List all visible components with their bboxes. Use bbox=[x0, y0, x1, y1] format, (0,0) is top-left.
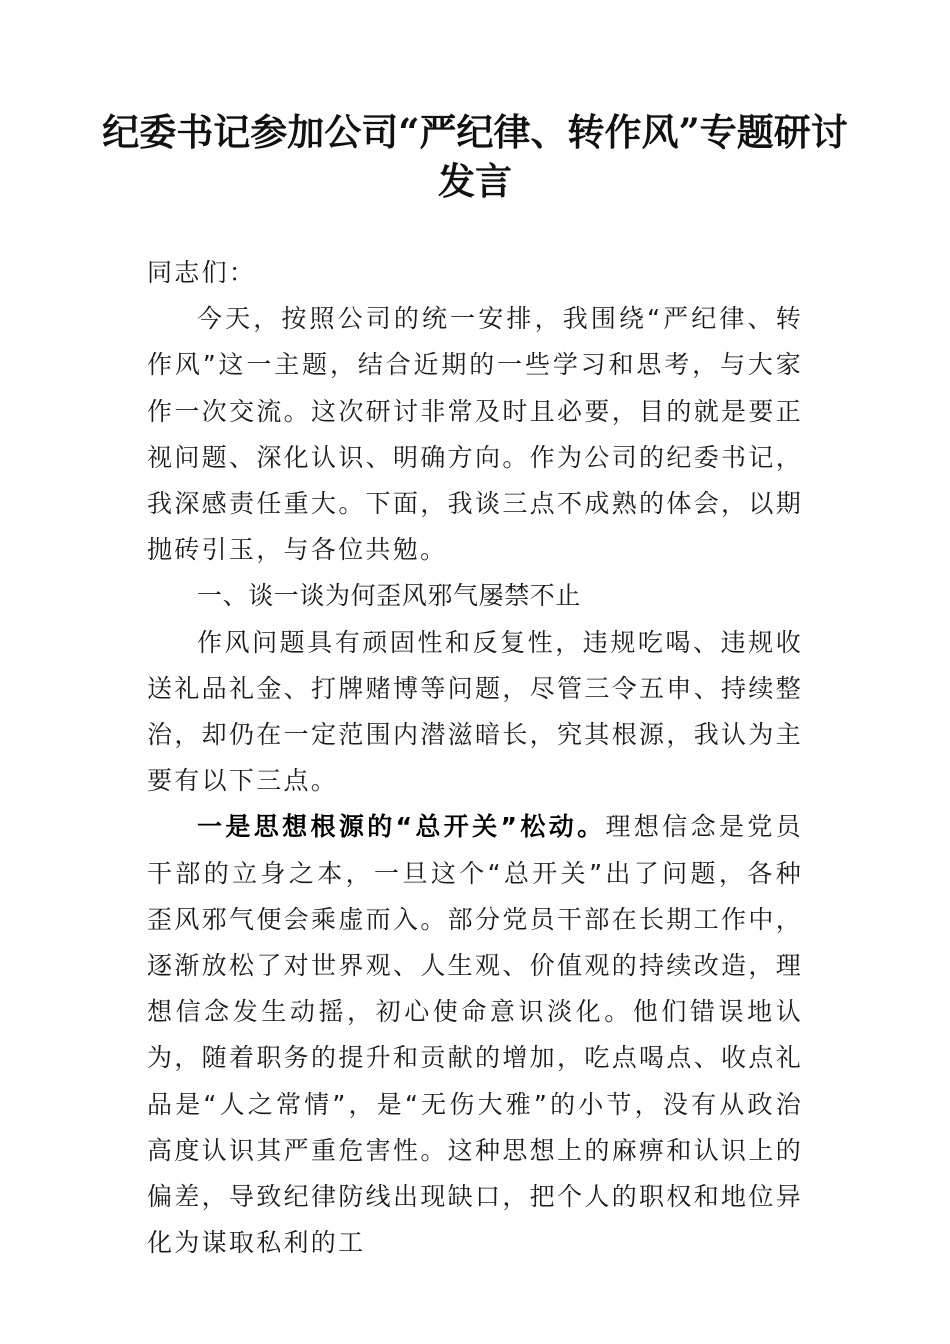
opening-paragraph: 今天，按照公司的统一安排，我围绕“严纪律、转作风”这一主题，结合近期的一些学习和思考，与大家作一次交流。这次研讨非常及时且必要，目的就是要正视问题、深化认识、明确方向。作为公司的纪委书记，我深感责任重大。下面，我谈三点不成熟的体会，以期抛砖引玉，与各位共勉。 bbox=[147, 304, 803, 565]
point-one-text: 理想信念是党员干部的立身之本，一旦这个“总开关”出了问题，各种歪风邪气便会乘虚而入。部分党员干部在长期工作中，逐渐放松了对世界观、人生观、价值观的持续改造，理想信念发生动摇，初心使命意识淡化。他们错误地认为，随着职务的提升和贡献的增加，吃点喝点、收点礼品是“人之常情”，是“无伤大雅”的小节，没有从政治高度认识其严重危害性。这种思想上的麻痹和认识上的偏差，导致纪律防线出现缺口，把个人的职权和地位异化为谋取私利的工 bbox=[147, 812, 803, 1258]
section-intro-paragraph: 作风问题具有顽固性和反复性，违规吃喝、违规收送礼品礼金、打牌赌博等问题，尽管三令五申、持续整治，却仍在一定范围内潜滋暗长，究其根源，我认为主要有以下三点。 bbox=[147, 627, 803, 796]
salutation: 同志们： bbox=[147, 258, 257, 287]
section-heading: 一、谈一谈为何歪风邪气屡禁不止 bbox=[197, 581, 582, 611]
document-body bbox=[147, 250, 803, 1266]
point-one-lead: 一是思想根源的“总开关”松动。 bbox=[197, 812, 606, 842]
point-one-paragraph bbox=[147, 804, 803, 1266]
document-title: 纪委书记参加公司“严纪律、转作风”专题研讨发言 bbox=[102, 110, 848, 203]
